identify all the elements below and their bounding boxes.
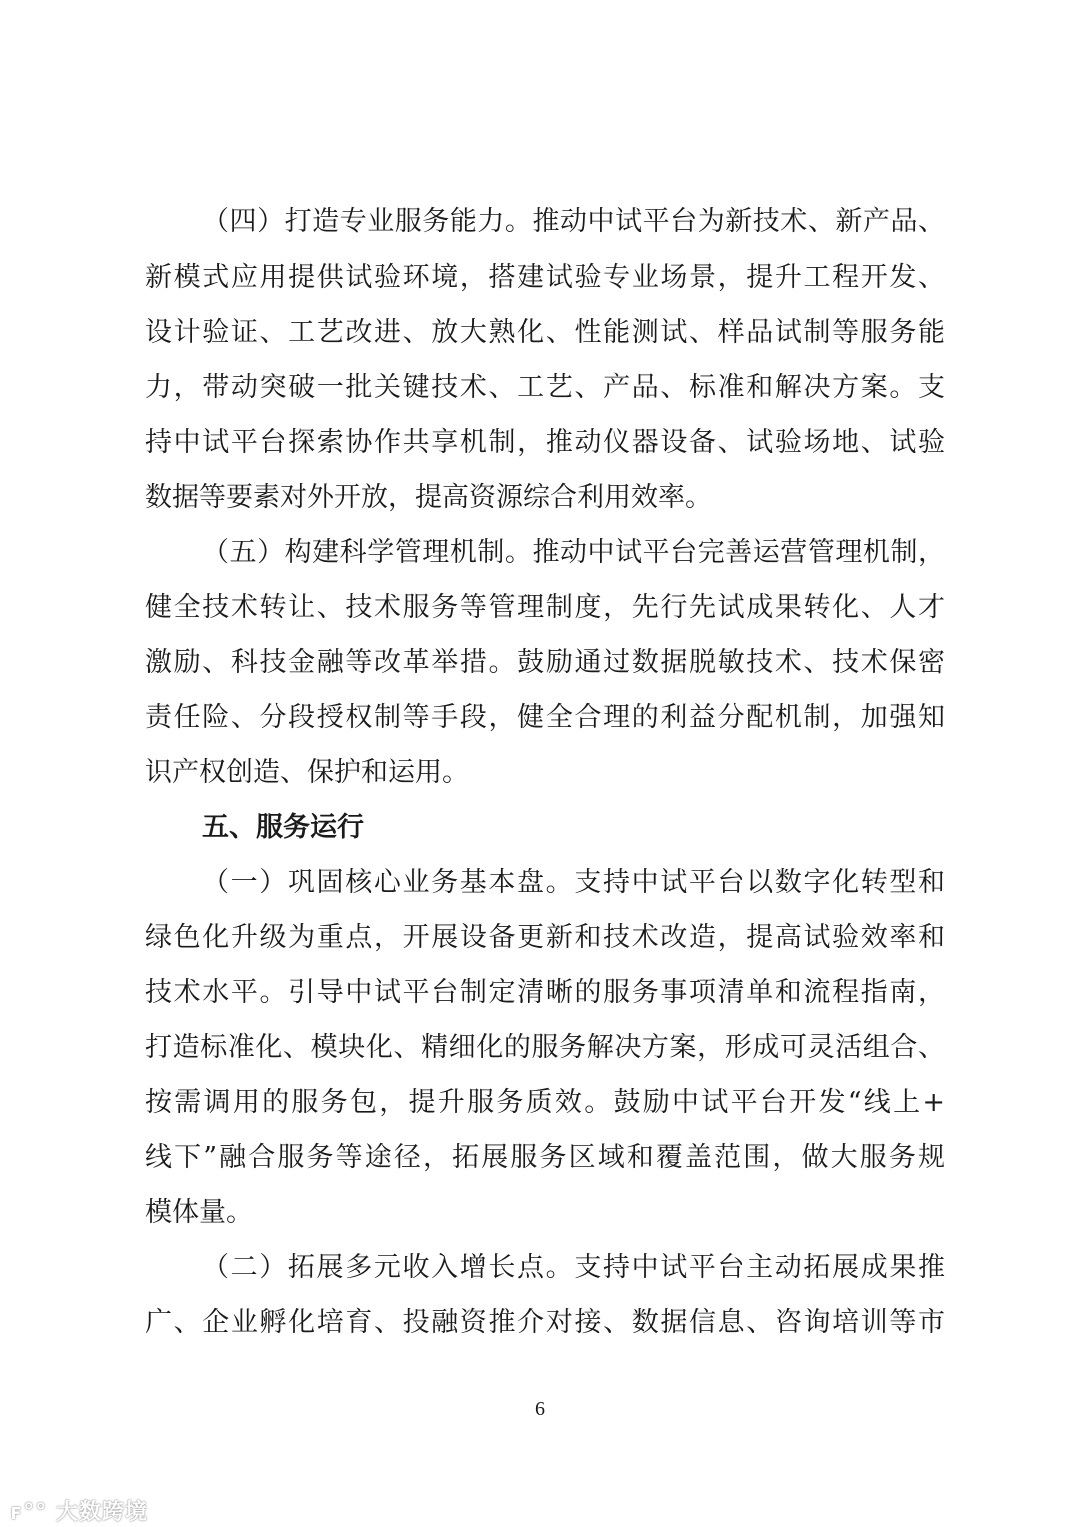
- page-number: 6: [535, 1398, 545, 1420]
- text-line: 识产权创造、保护和运用。: [145, 757, 469, 788]
- text-line: 数据等要素对外开放，提高资源综合利用效率。: [145, 482, 712, 513]
- watermark-text: 大数跨境: [55, 1500, 148, 1525]
- text-line: 广、企业孵化培育、投融资推介对接、数据信息、咨询培训等市: [145, 1307, 945, 1338]
- section-heading: 五、服务运行: [202, 812, 364, 843]
- text-line: 线下”融合服务等途径，拓展服务区域和覆盖范围，做大服务规: [145, 1142, 945, 1173]
- text-line: 新模式应用提供试验环境，搭建试验专业场景，提升工程开发、: [145, 262, 945, 293]
- text-line: 设计验证、工艺改进、放大熟化、性能测试、样品试制等服务能: [145, 317, 945, 348]
- text-line: 按需调用的服务包，提升服务质效。鼓励中试平台开发“线上+: [145, 1087, 945, 1118]
- text-line: 激励、科技金融等改革举措。鼓励通过数据脱敏技术、技术保密: [145, 647, 945, 678]
- text-line: 模体量。: [145, 1197, 253, 1228]
- text-line: 力，带动突破一批关键技术、工艺、产品、标准和解决方案。支: [145, 372, 945, 403]
- paragraph-5-heading-line: （五）构建科学管理机制。推动中试平台完善运营管理机制，: [202, 537, 945, 568]
- text-line: 责任险、分段授权制等手段，健全合理的利益分配机制，加强知: [145, 702, 945, 733]
- watermark-logo: [10, 1495, 148, 1526]
- text-line: 绿色化升级为重点，开展设备更新和技术改造，提高试验效率和: [145, 922, 945, 953]
- text-line: 健全技术转让、技术服务等管理制度，先行先试成果转化、人才: [145, 592, 945, 623]
- text-line: 技术水平。引导中试平台制定清晰的服务事项清单和流程指南，: [145, 977, 945, 1008]
- text-line: 持中试平台探索协作共享机制，推动仪器设备、试验场地、试验: [145, 427, 945, 458]
- paragraph-4-heading-line: （四）打造专业服务能力。推动中试平台为新技术、新产品、: [202, 206, 945, 237]
- text-line: 打造标准化、模块化、精细化的服务解决方案，形成可灵活组合、: [145, 1032, 945, 1063]
- paragraph-1-heading-line: （一）巩固核心业务基本盘。支持中试平台以数字化转型和: [202, 867, 945, 898]
- watermark-logo-icon: ꜰ°°: [10, 1500, 56, 1525]
- paragraph-2-heading-line: （二）拓展多元收入增长点。支持中试平台主动拓展成果推: [202, 1252, 945, 1283]
